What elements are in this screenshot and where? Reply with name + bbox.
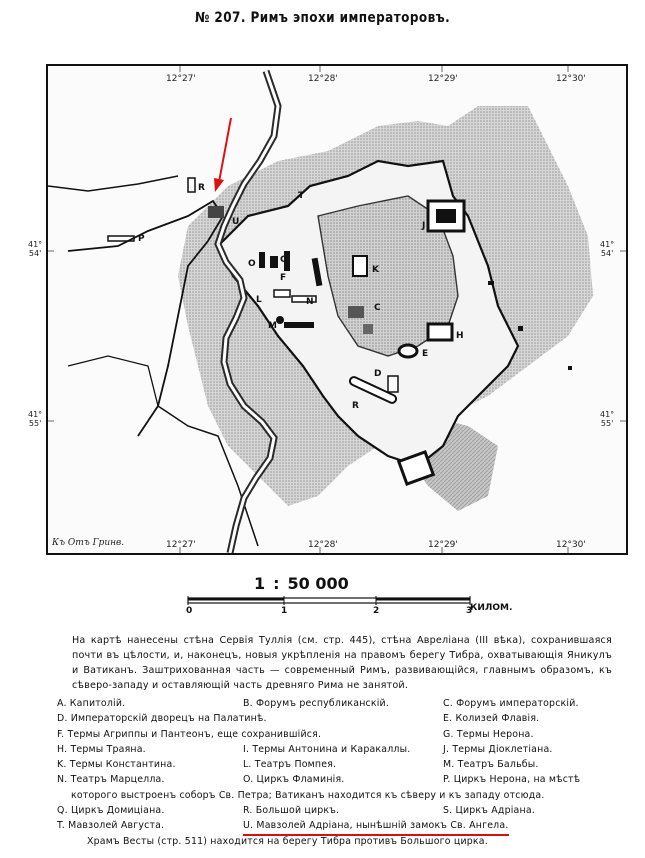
legend-row — [57, 788, 627, 803]
legend-item-R: R. Большой циркъ. — [243, 805, 340, 817]
scale-tick-0: 0 — [186, 606, 193, 616]
scale-ratio-left: 1 — [254, 574, 266, 593]
label-S: R — [198, 183, 205, 193]
map-drawing — [48, 66, 626, 553]
legend-item-A: A. Капитолій. — [57, 698, 126, 709]
scale-bar-graphic — [186, 596, 476, 620]
scale-tick-2: 2 — [373, 606, 380, 616]
scale-ratio-colon: : — [273, 574, 280, 593]
legend-item-Q: Q. Циркъ Домиціана. — [57, 805, 165, 817]
legend-item-M: M. Театръ Бальбы. — [443, 759, 539, 771]
legend-row — [57, 818, 627, 835]
page-title: № 207. Римъ эпохи императоровъ. — [194, 10, 451, 26]
legend-item-D: D. Императорскій дворецъ на Палатинѣ. — [57, 713, 267, 725]
legend-item-C: C. Форумъ императорскій. — [443, 698, 579, 709]
map-caption: На картѣ нанесены стѣна Сервія Туллія (см. стр. 445), стѣна Авреліана (III вѣка), сохранившаяся почти въ цѣлости, и, наконецъ, новыя укрѣпленія на правомъ берегу Тибра, охватывающія Яникулъ и Ватиканъ. Заштрихованная часть — современный Римъ, развивающійся, главнымъ образомъ, къ сѣверо-западу и оставляющій часть древняго Рима не занятой. — [72, 635, 612, 691]
label-J: J — [422, 221, 426, 231]
legend-item-E: E. Колизей Флавія. — [443, 713, 540, 725]
legend-item-J: J. Термы Діоклетіана. — [443, 743, 553, 755]
lon-label-top-2: 12°28' — [308, 74, 338, 84]
lon-label-top-3: 12°29' — [428, 74, 458, 84]
label-U: U — [232, 217, 240, 227]
lon-label-top-1: 12°27' — [166, 74, 196, 84]
label-L: L — [256, 295, 262, 305]
legend-item-L: L. Театръ Помпея. — [243, 759, 337, 771]
legend-item-I: I. Термы Антонина и Каракаллы. — [243, 743, 411, 755]
legend-item-F: F. Термы Агриппы и Пантеонъ, еще сохранившійся. — [57, 728, 322, 740]
label-O: N — [306, 297, 314, 307]
lon-label-bottom-4: 12°30' — [556, 540, 586, 550]
scale-ratio — [240, 574, 363, 593]
legend-row — [57, 696, 627, 711]
label-Q: O — [248, 259, 256, 269]
scale-ratio-right: 50 000 — [287, 574, 349, 593]
legend-item-N: N. Театръ Марцелла. — [57, 774, 165, 786]
legend-item-U: U. Мавзолей Адріана, нынѣшній замокъ Св. Ангела. — [243, 818, 509, 835]
label-H: H — [456, 331, 464, 341]
legend-row — [57, 727, 627, 742]
map — [46, 64, 628, 555]
label-T: T — [298, 191, 305, 201]
label-R: R — [352, 401, 359, 411]
lat-label-right-2: 41° 55' — [600, 410, 615, 428]
lat-label-left-1: 41° 54' — [28, 240, 43, 258]
legend — [57, 696, 627, 836]
legend-row — [57, 772, 627, 787]
label-D: D — [374, 369, 382, 379]
lon-label-bottom-3: 12°29' — [428, 540, 458, 550]
legend-row — [57, 803, 627, 818]
label-F: F — [280, 273, 287, 283]
legend-item-P: P. Циркъ Нерона, на мѣстѣ — [443, 774, 581, 786]
scale-tick-3: 3 — [466, 606, 473, 616]
legend-item-S: S. Циркъ Адріана. — [443, 805, 535, 817]
red-arrow — [214, 118, 231, 192]
map-credit: Къ Отъ Гринв. — [52, 538, 125, 548]
lon-label-bottom-2: 12°28' — [308, 540, 338, 550]
legend-item-H: H. Термы Траяна. — [57, 743, 146, 755]
legend-item-T: T. Мавзолей Августа. — [57, 820, 165, 832]
legend-row — [57, 742, 627, 757]
legend-row — [57, 711, 627, 726]
footer-note: Храмъ Весты (стр. 511) находится на берегу Тибра противъ Большого цирка. — [87, 836, 488, 847]
lat-label-right-1: 41° 54' — [600, 240, 615, 258]
label-C: C — [374, 303, 381, 313]
scale-unit: КИЛОМ. — [470, 603, 513, 613]
legend-row — [57, 757, 627, 772]
lon-label-bottom-1: 12°27' — [166, 540, 196, 550]
label-E: E — [422, 349, 429, 359]
label-K: K — [372, 265, 379, 275]
lat-label-left-2: 41° 55' — [28, 410, 43, 428]
label-M: M — [268, 321, 277, 331]
legend-item-G: G. Термы Нерона. — [443, 728, 534, 740]
scale-tick-1: 1 — [281, 606, 288, 616]
label-P: P — [138, 234, 145, 244]
lon-label-top-4: 12°30' — [556, 74, 586, 84]
scale-bar — [186, 596, 513, 620]
legend-item-O: O. Циркъ Фламинія. — [243, 774, 345, 786]
legend-item-B: B. Форумъ республиканскій. — [243, 698, 390, 709]
label-G: G — [280, 255, 288, 265]
legend-item-P-continued: которого выстроенъ соборъ Св. Петра; Ватиканъ находится къ сѣверу и къ западу отсюда. — [71, 789, 545, 801]
legend-item-K: K. Термы Константина. — [57, 759, 176, 771]
